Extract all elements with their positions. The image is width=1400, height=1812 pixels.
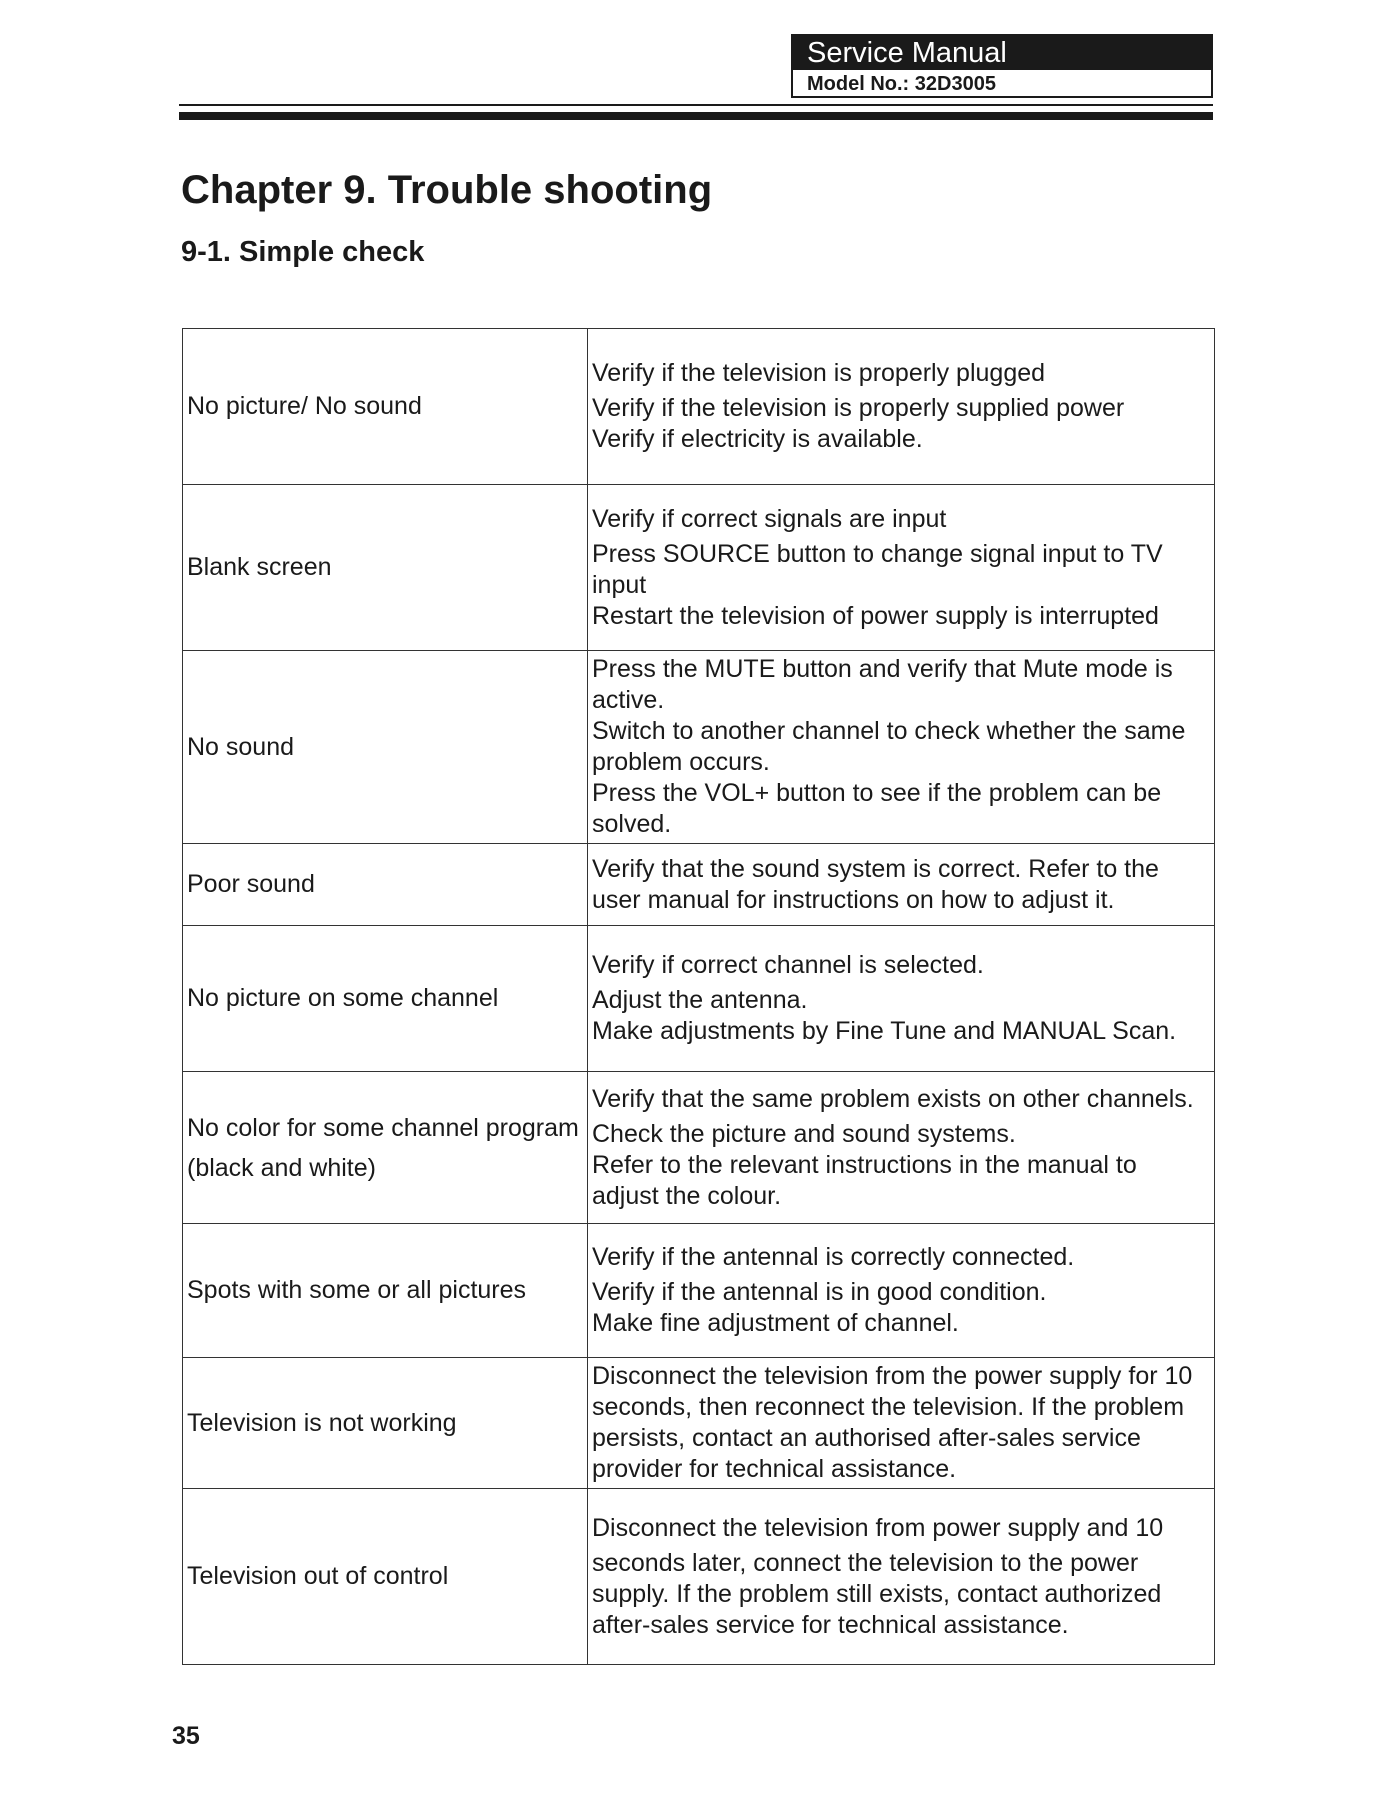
remedy-line: Verify if the television is properly supplied power Verify if electricity is available. [592,394,1125,453]
remedy-line: Disconnect the television from the power supply for 10 seconds, then reconnect the television. If the problem persists, contact an authorised after-sales service provider for technical assistance. [592,1362,1193,1483]
remedy-line: seconds later, connect the television to the power supply. If the problem still exists, contact authorized after-sales service for technical assistance. [592,1548,1162,1639]
section-title: 9-1. Simple check [181,236,425,268]
header-box [791,34,1213,98]
remedy-line: Verify if the television is properly plugged [592,359,1046,387]
remedy-line: Press SOURCE button to change signal input to TV input Restart the television of power supply is interrupted [592,539,1163,630]
remedy-line: Check the picture and sound systems. Refer to the relevant instructions in the manual to adjust the colour. [592,1119,1137,1210]
table-row [183,1489,1215,1665]
remedy-line: Verify if correct channel is selected. [592,951,984,979]
chapter-title: Chapter 9. Trouble shooting [181,168,713,212]
problem-cell: Poor sound [183,844,588,926]
remedy-cell [588,1489,1215,1665]
table-row [183,1072,1215,1224]
remedy-cell [588,926,1215,1072]
remedy-line: Adjust the antenna. Make adjustments by Fine Tune and MANUAL Scan. [592,986,1177,1045]
remedy-line: Disconnect the television from power supply and 10 [592,1513,1164,1542]
problem-cell: No color for some channel program (black and white) [183,1072,588,1224]
table-row [183,1358,1215,1489]
remedy-line: Verify if the antennal is correctly connected. [592,1243,1075,1271]
problem-cell: Blank screen [183,485,588,651]
remedy-line: Verify if correct signals are input [592,504,947,533]
table-row [183,485,1215,651]
table-row [183,329,1215,485]
remedy-cell [588,485,1215,651]
remedy-cell [588,329,1215,485]
remedy-line: Verify if the antennal is in good condition. Make fine adjustment of channel. [592,1278,1047,1337]
problem-cell: No sound [183,651,588,844]
remedy-line: Verify that the same problem exists on other channels. [592,1084,1194,1113]
table-row [183,844,1215,926]
remedy-cell [588,651,1215,844]
remedy-cell [588,1358,1215,1489]
header-model-number: Model No.: 32D3005 [807,73,996,95]
remedy-line: Verify that the sound system is correct. Refer to the user manual for instructions on how to adjust it. [592,854,1159,914]
table-row [183,651,1215,844]
header-rule-thick [179,112,1213,120]
problem-cell: Television out of control [183,1489,588,1665]
remedy-cell [588,1072,1215,1224]
troubleshooting-table [182,328,1215,1665]
remedy-cell [588,1224,1215,1358]
problem-cell: Spots with some or all pictures [183,1224,588,1358]
problem-cell: No picture/ No sound [183,329,588,485]
table-row [183,1224,1215,1358]
remedy-cell [588,844,1215,926]
table-row [183,926,1215,1072]
problem-cell: No picture on some channel [183,926,588,1072]
page-number: 35 [172,1722,200,1750]
remedy-line: Press the MUTE button and verify that Mute mode is active. Switch to another channel to check whether the same problem occurs. Press the VOL+ button to see if the problem can be solved. [592,655,1186,838]
header-rule-thin [179,104,1213,106]
problem-cell: Television is not working [183,1358,588,1489]
header-title: Service Manual [793,36,1211,70]
